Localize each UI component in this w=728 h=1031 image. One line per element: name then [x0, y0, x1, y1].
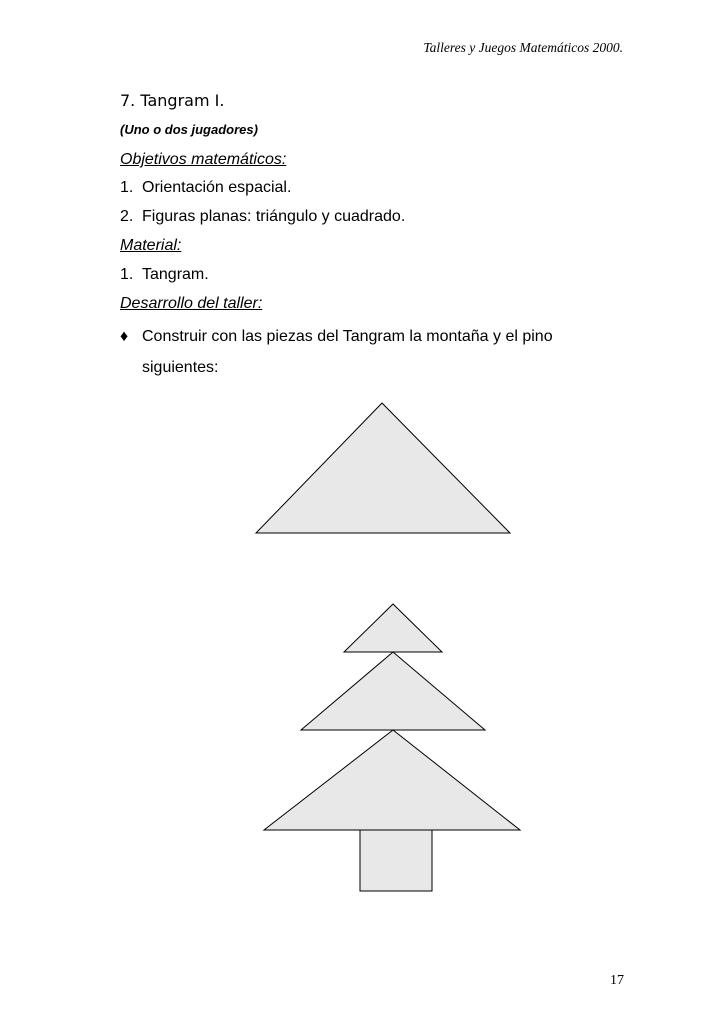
objective-item-text: Orientación espacial.	[142, 179, 292, 196]
bullet-text-line-2: siguientes:	[142, 359, 219, 376]
players-note: (Uno o dos jugadores)	[120, 122, 258, 137]
material-item-number: 1.	[120, 266, 134, 283]
material-heading: Material:	[120, 237, 182, 254]
tangram-mountain	[256, 403, 510, 533]
pine-middle-triangle	[301, 652, 485, 730]
pine-bottom-triangle	[264, 730, 520, 830]
running-header: Talleres y Juegos Matemáticos 2000.	[423, 40, 623, 55]
objective-item-number: 2.	[120, 208, 134, 225]
section-title: 7. Tangram I.	[120, 91, 225, 110]
objectives-heading: Objetivos matemáticos:	[120, 151, 287, 168]
objective-item-text: Figuras planas: triángulo y cuadrado.	[142, 208, 406, 225]
tangram-pine	[264, 604, 520, 891]
pine-trunk-square	[360, 830, 432, 891]
pine-top-triangle	[344, 604, 442, 652]
mountain-triangle	[256, 403, 510, 533]
bullet-text-line-1: Construir con las piezas del Tangram la montaña y el pino	[142, 328, 553, 345]
material-item-text: Tangram.	[142, 266, 209, 283]
development-heading: Desarrollo del taller:	[120, 295, 263, 312]
page-number: 17	[610, 973, 624, 988]
diamond-bullet-icon: ♦	[120, 328, 129, 345]
objective-item-number: 1.	[120, 179, 134, 196]
